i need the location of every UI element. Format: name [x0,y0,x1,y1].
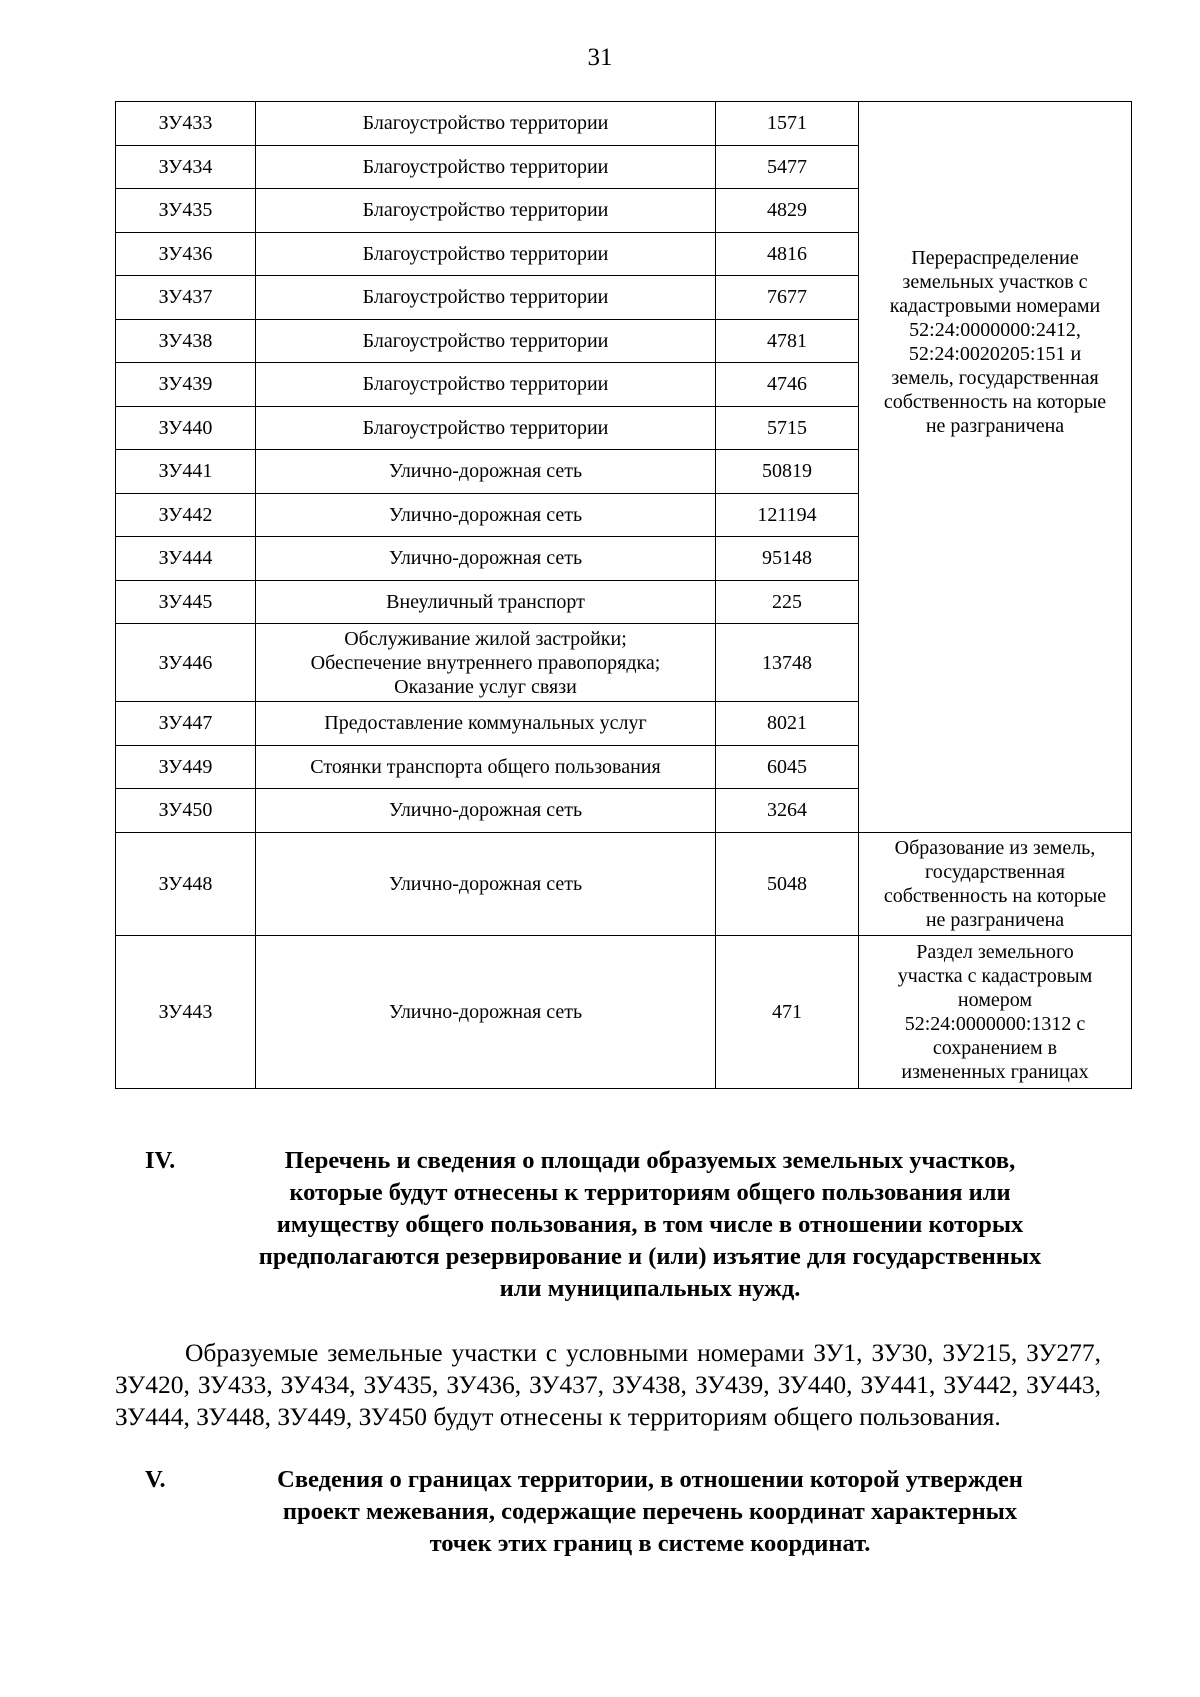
plot-area: 121194 [716,493,859,537]
plot-area: 4746 [716,363,859,407]
table-row [116,935,1132,1088]
plot-id: ЗУ446 [116,624,256,702]
plot-id: ЗУ447 [116,702,256,746]
land-plots-table [115,101,1132,1089]
plot-id: ЗУ440 [116,406,256,450]
plot-area: 6045 [716,745,859,789]
plot-id: ЗУ443 [116,935,256,1088]
plot-id: ЗУ435 [116,189,256,233]
plot-use: Предоставление коммунальных услуг [256,702,716,746]
plot-use: Улично-дорожная сеть [256,450,716,494]
plot-id: ЗУ450 [116,789,256,833]
plot-use: Улично-дорожная сеть [256,493,716,537]
plot-use: Благоустройство территории [256,102,716,146]
plot-id: ЗУ441 [116,450,256,494]
plot-area: 4781 [716,319,859,363]
plot-area: 7677 [716,276,859,320]
plot-id: ЗУ445 [116,580,256,624]
plot-use: Улично-дорожная сеть [256,935,716,1088]
formation-method-redistribution: Перераспределение земельных участков с кадастровыми номерами 52:24:0000000:2412, 52:24:0020205:151 и земель, государственная собственность на которые не разграничена [859,102,1132,833]
plot-id: ЗУ439 [116,363,256,407]
plot-area: 5477 [716,145,859,189]
section-title-line: проект межевания, содержащие перечень координат характерных [282,1498,1018,1525]
section-number: IV. [145,1147,176,1174]
plot-id: ЗУ434 [116,145,256,189]
plot-use: Улично-дорожная сеть [256,789,716,833]
plot-use: Внеуличный транспорт [256,580,716,624]
plot-area: 3264 [716,789,859,833]
plot-use: Благоустройство территории [256,276,716,320]
section-number: V. [145,1466,166,1493]
plot-id: ЗУ438 [116,319,256,363]
plot-area: 471 [716,935,859,1088]
table-row [116,102,1132,146]
formation-method-division: Раздел земельного участка с кадастровым номером 52:24:0000000:1312 с сохранением в измененных границах [859,935,1132,1088]
plot-id: ЗУ436 [116,232,256,276]
plot-use: Благоустройство территории [256,232,716,276]
plot-id: ЗУ444 [116,537,256,581]
plot-use: Благоустройство территории [256,363,716,407]
section-title-line: предполагаются резервирование и (или) изъятие для государственных [258,1243,1042,1270]
plot-area: 4816 [716,232,859,276]
plot-area: 95148 [716,537,859,581]
page-number: 31 [587,44,613,71]
plot-use: Благоустройство территории [256,145,716,189]
plot-area: 13748 [716,624,859,702]
section-title-line: Сведения о границах территории, в отношении которой утвержден [277,1466,1023,1493]
plot-use: Благоустройство территории [256,189,716,233]
section-title-line: точек этих границ в системе координат. [429,1530,871,1557]
section-title-line: Перечень и сведения о площади образуемых земельных участков, [284,1147,1016,1174]
section-iv-paragraph: Образуемые земельные участки с условными номерами ЗУ1, ЗУ30, ЗУ215, ЗУ277, ЗУ420, ЗУ433, ЗУ434, ЗУ435, ЗУ436, ЗУ437, ЗУ438, ЗУ439, ЗУ440, ЗУ441, ЗУ442, ЗУ443, ЗУ444, ЗУ448, ЗУ449, ЗУ450 будут отнесены к территориям общего пользования. [115,1338,1101,1431]
plot-id: ЗУ442 [116,493,256,537]
plot-id: ЗУ448 [116,832,256,935]
section-title-line: имуществу общего пользования, в том числе в отношении которых [276,1211,1024,1238]
plot-use: Улично-дорожная сеть [256,832,716,935]
formation-method-from-lands: Образование из земель, государственная собственность на которые не разграничена [859,832,1132,935]
plot-use: Стоянки транспорта общего пользования [256,745,716,789]
plot-id: ЗУ449 [116,745,256,789]
plot-use: Благоустройство территории [256,319,716,363]
plot-area: 5715 [716,406,859,450]
section-title-line: или муниципальных нужд. [499,1275,801,1302]
plot-use: Благоустройство территории [256,406,716,450]
table-row [116,832,1132,935]
section-title-line: которые будут отнесены к территориям общего пользования или [289,1179,1011,1206]
plot-use-multiline: Обслуживание жилой застройки; Обеспечение внутреннего правопорядка; Оказание услуг связи [256,624,716,702]
plot-area: 1571 [716,102,859,146]
plot-area: 5048 [716,832,859,935]
plot-id: ЗУ433 [116,102,256,146]
plot-area: 225 [716,580,859,624]
plot-area: 8021 [716,702,859,746]
plot-id: ЗУ437 [116,276,256,320]
plot-area: 50819 [716,450,859,494]
plot-use: Улично-дорожная сеть [256,537,716,581]
plot-area: 4829 [716,189,859,233]
